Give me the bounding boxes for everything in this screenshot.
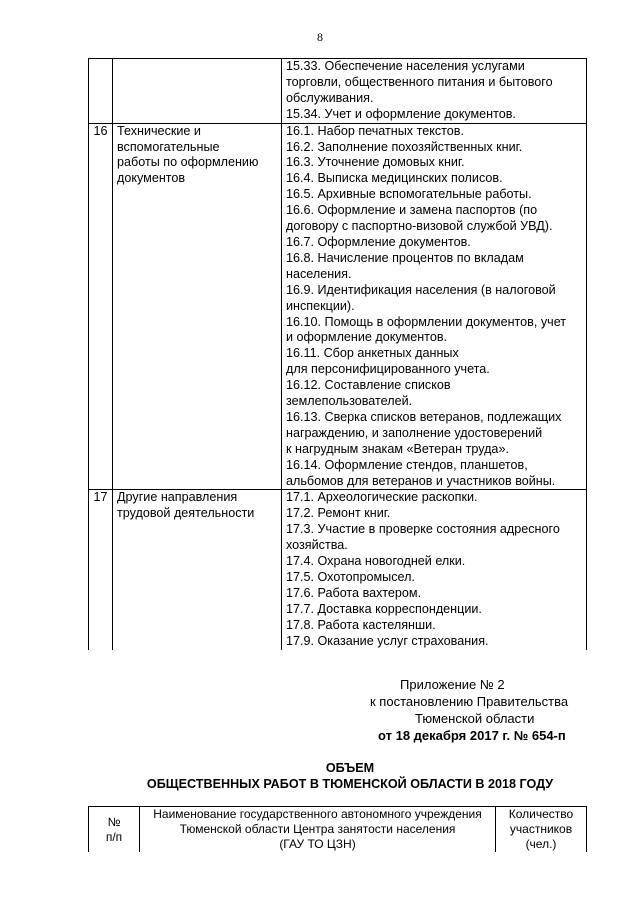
header-cell-text: п/п [105, 829, 123, 844]
header-cell-text: участников [509, 822, 573, 836]
header-cell-text: (ГАУ ТО ЦЗН) [279, 837, 356, 851]
work-item-line: 16.14. Оформление стендов, планшетов, [286, 457, 528, 472]
work-item-line: 17.9. Оказание услуг страхования. [286, 633, 489, 648]
heading-line-1: ОБЪЕМ [325, 761, 375, 775]
header-cell-text: (чел.) [525, 837, 557, 851]
work-item-line: 15.34. Учет и оформление документов. [286, 106, 516, 121]
work-item-line: 17.8. Работа кастелянши. [286, 617, 436, 632]
header-cell-text: Количество [508, 807, 574, 821]
work-item-line: 17.6. Работа вахтером. [286, 585, 422, 600]
header-cell-text: Тюменской области Центра занятости населения [179, 822, 456, 836]
direction-cell [113, 59, 282, 124]
header-cell-text: Наименование государственного автономного учреждения [153, 807, 482, 821]
row-number: 17 [93, 490, 108, 505]
header-cell-institution [140, 807, 496, 853]
work-item-line: населения. [286, 266, 352, 281]
work-item-line: торговли, общественного питания и бытового [286, 74, 553, 89]
work-item-line: 17.7. Доставка корреспонденции. [286, 601, 482, 616]
direction-cell [113, 490, 282, 650]
work-item-line: к нагрудным знакам «Ветеран труда». [286, 441, 509, 456]
works-cell [282, 59, 587, 124]
work-item-line: 17.2. Ремонт книг. [286, 506, 391, 521]
row-number-cell [89, 59, 113, 124]
work-item-line: хозяйства. [286, 538, 348, 553]
work-item-line: 16.3. Уточнение домовых книг. [286, 155, 465, 170]
appendix-date: от 18 декабря 2017 г. № 654-п [378, 728, 566, 743]
work-item-line: 16.10. Помощь в оформлении документов, учет [286, 314, 567, 329]
header-cell-text: № [107, 814, 121, 829]
work-item-line: и оформление документов. [286, 330, 448, 345]
appendix-block [340, 676, 640, 744]
works-cell [282, 490, 587, 650]
table-row [89, 59, 587, 124]
row-number: 16 [93, 123, 108, 138]
work-item-line: 17.3. Участие в проверке состояния адресного [286, 522, 560, 537]
work-item-line: 16.4. Выписка медицинских полисов. [286, 171, 503, 186]
direction-cell [113, 123, 282, 490]
work-item-line: 17.1. Археологические раскопки. [286, 490, 478, 505]
work-item-line: 16.9. Идентификация населения (в налоговой [286, 282, 556, 297]
table-row [89, 490, 587, 650]
work-item-line: 16.1. Набор печатных текстов. [286, 123, 464, 138]
page-number: 8 [317, 30, 323, 44]
direction-line: работы по оформлению [117, 155, 259, 170]
work-item-line: 16.11. Сбор анкетных данных [286, 346, 459, 361]
public-works-table [88, 58, 587, 650]
work-item-line: землепользователей. [286, 394, 413, 409]
direction-line: вспомогательные [117, 139, 220, 154]
work-item-line: 16.8. Начисление процентов по вкладам [286, 250, 524, 265]
appendix-resolution: к постановлению Правительства [370, 694, 569, 709]
direction-line: Другие направления [117, 490, 238, 505]
row-number-cell [89, 123, 113, 490]
direction-line: документов [117, 171, 186, 186]
work-item-line: 16.7. Оформление документов. [286, 234, 471, 249]
appendix-region: Тюменской области [415, 711, 535, 726]
work-item-line: награждению, и заполнение удостоверений [286, 425, 543, 440]
work-item-line: обслуживания. [286, 90, 374, 105]
direction-line: Технические и [117, 123, 201, 138]
direction-line: трудовой деятельности [117, 506, 255, 521]
work-item-line: 16.12. Составление списков [286, 378, 451, 393]
heading-line-2: ОБЩЕСТВЕННЫХ РАБОТ В ТЮМЕНСКОЙ ОБЛАСТИ В 2018 ГОДУ [146, 777, 554, 791]
work-item-line: для персонифицированного учета. [286, 362, 490, 377]
work-item-line: договору с паспортно-визовой службой УВД). [286, 219, 553, 234]
appendix-title: Приложение № 2 [400, 677, 505, 692]
work-item-line: 16.2. Заполнение похозяйственных книг. [286, 139, 523, 154]
work-item-line: 15.33. Обеспечение населения услугами [286, 59, 525, 73]
work-item-line: 16.6. Оформление и замена паспортов (по [286, 203, 538, 218]
section-heading [0, 760, 640, 792]
work-item-line: 16.13. Сверка списков ветеранов, подлежащих [286, 409, 562, 424]
work-item-line: 17.5. Охотопромысел. [286, 570, 415, 584]
work-item-line: 16.5. Архивные вспомогательные работы. [286, 187, 532, 202]
volume-table-header [88, 806, 587, 852]
header-cell-participants [496, 807, 587, 853]
table-row [89, 123, 587, 490]
work-item-line: инспекции). [286, 298, 355, 313]
works-cell [282, 123, 587, 490]
work-item-line: альбомов для ветеранов и участников войны. [286, 473, 556, 488]
work-item-line: 17.4. Охрана новогодней елки. [286, 554, 466, 569]
row-number-cell [89, 490, 113, 650]
header-cell-number [89, 807, 140, 853]
